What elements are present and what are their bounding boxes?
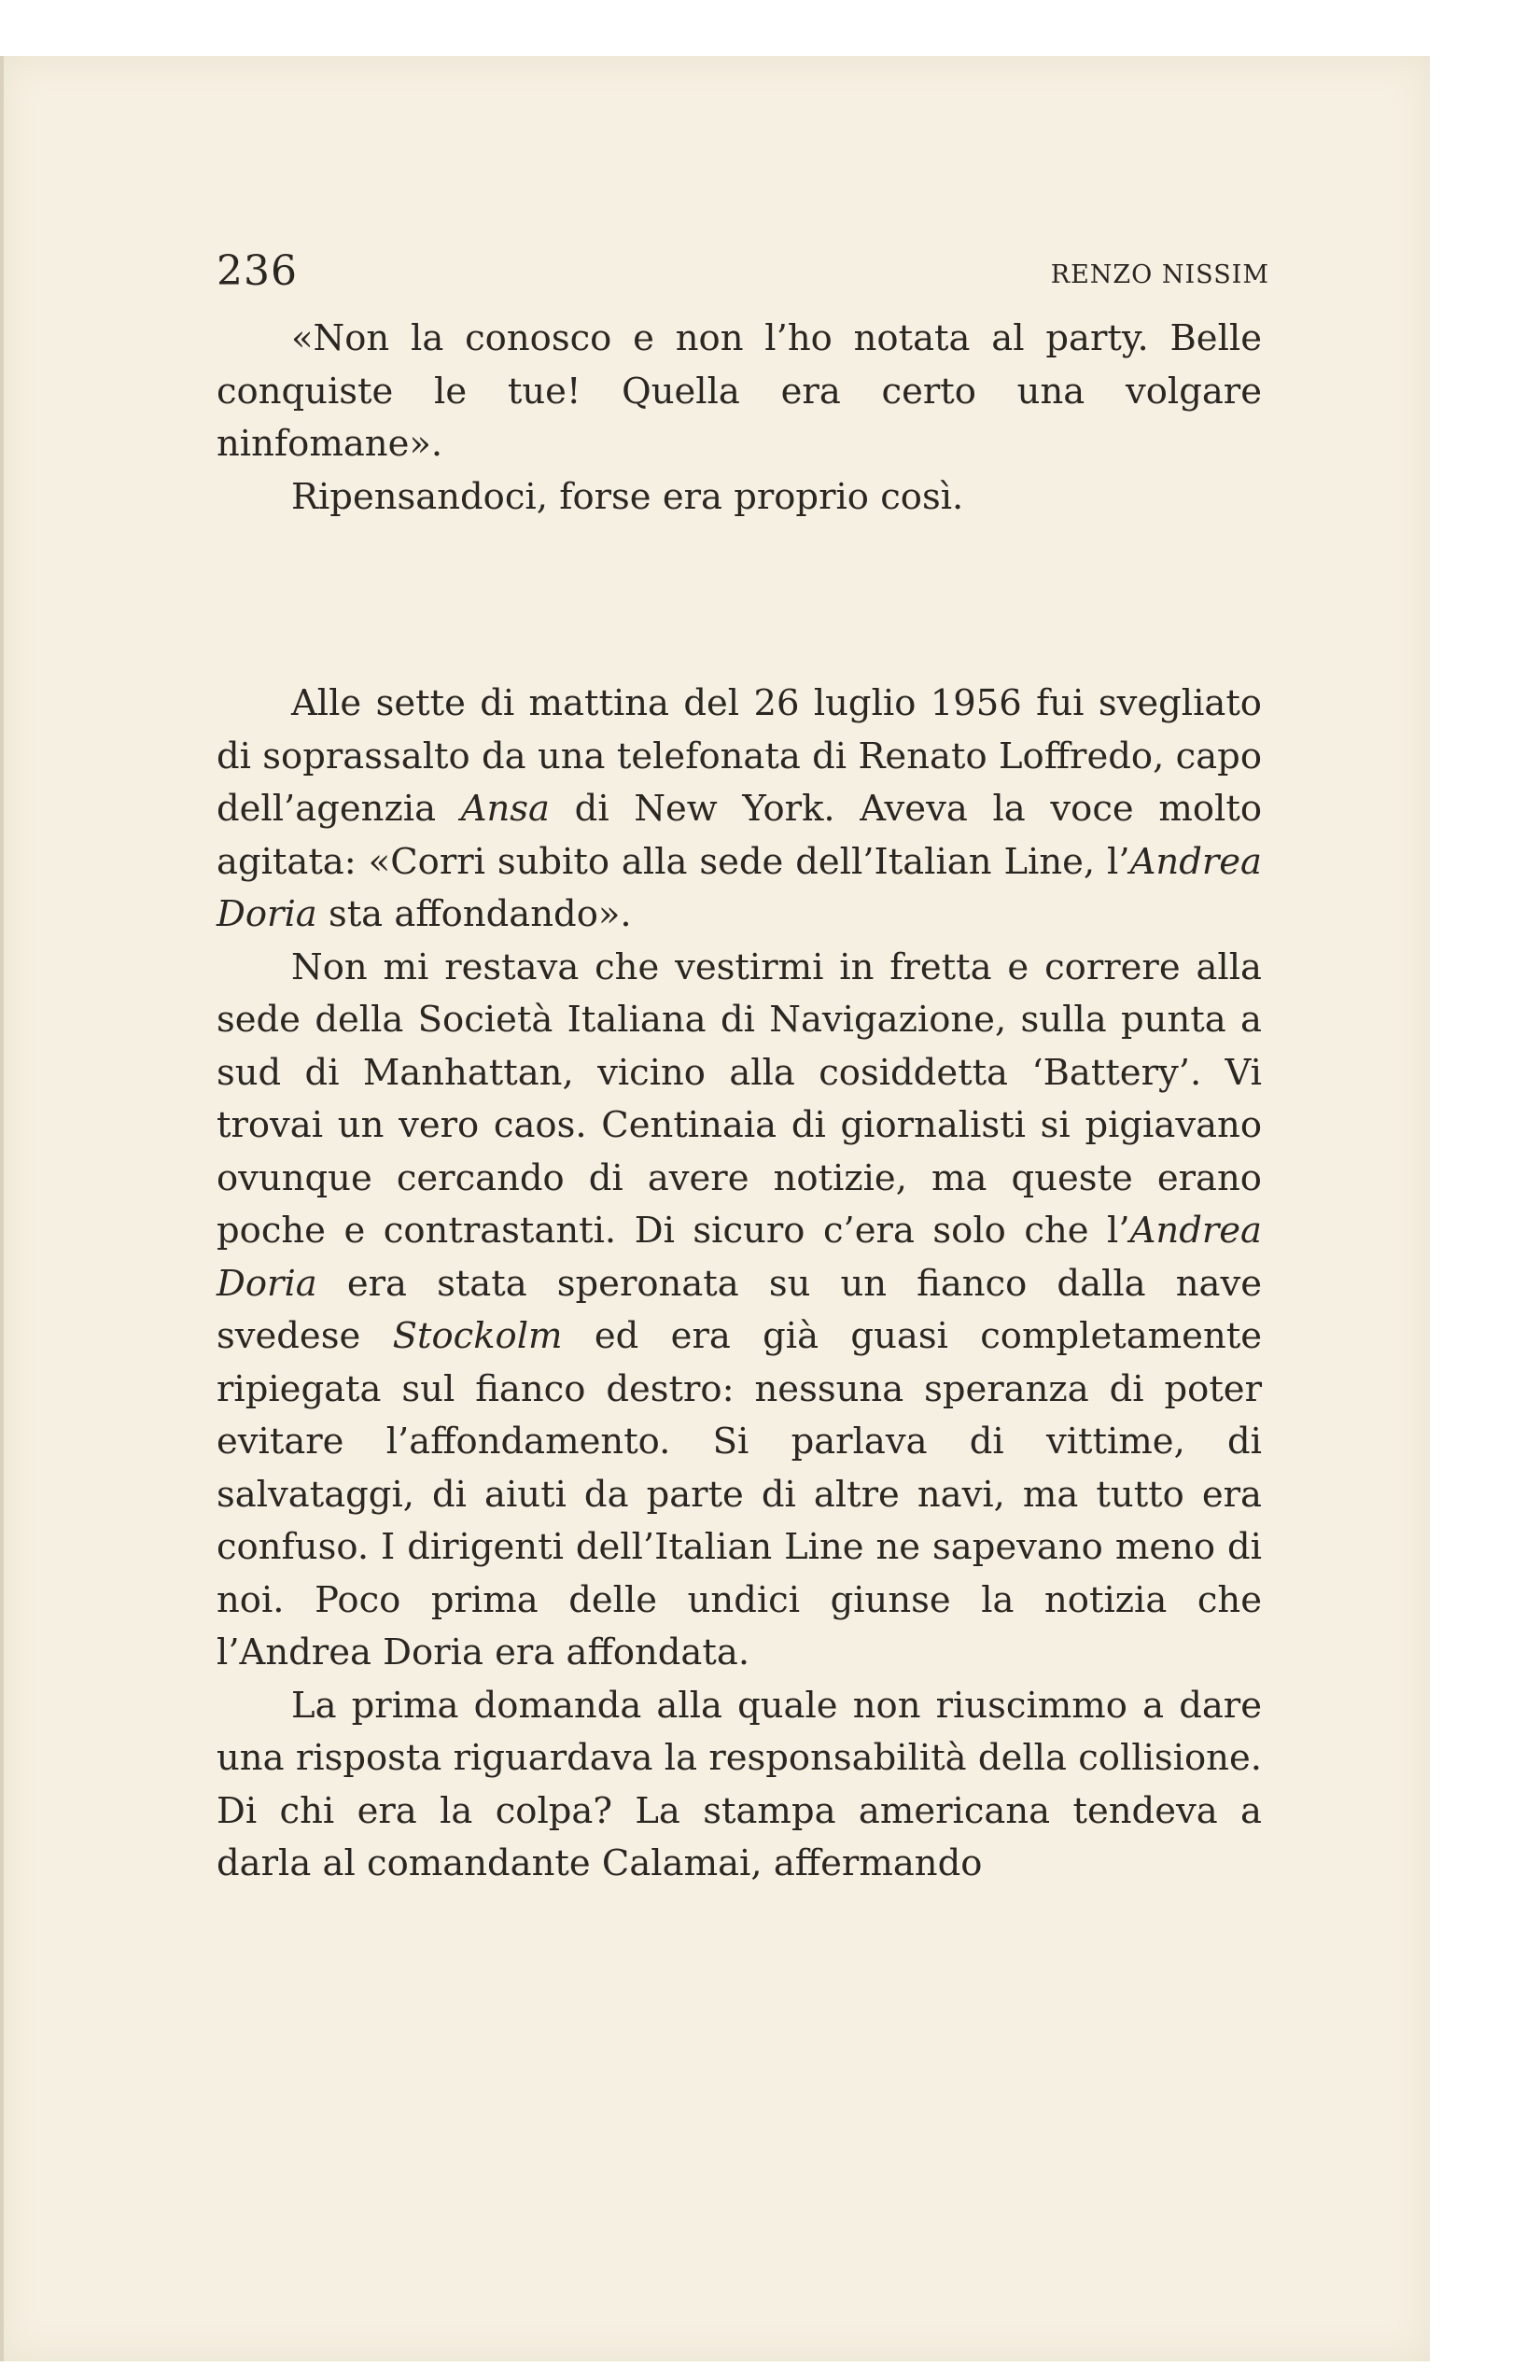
body-text (217, 313, 1262, 1891)
section-break (217, 524, 1262, 678)
page-edge (0, 56, 4, 2361)
paragraph-phone-call: Alle sette di mattina del 26 luglio 1956 fui svegliato di soprassalto da una telefonata di Renato Loffredo, capo dell’agenzia Ansa di New York. Aveva la voce molto agitata: «Corri subito alla sede dell’Italian Line, l’Andrea Doria sta affondando». (217, 682, 1262, 935)
running-head-author: RENZO NISSIM (1050, 260, 1269, 289)
book-page (217, 247, 1269, 1891)
paragraph-chaos: Non mi restava che vestirmi in fretta e correre alla sede della Società Italiana di Navigazione, sulla punta a sud di Manhattan, vicino alla cosiddetta ‘Battery’. Vi trovai un vero caos. Centinaia di giornalisti si pigiavano ovunque cercando di avere notizie, ma queste erano poche e contrastanti. Di sicuro c’era solo che l’Andrea Doria era stata speronata su un fianco dalla nave svedese Stockolm ed era già guasi completamente ripiegata sul fianco destro: nessuna speranza di poter evitare l’affondamento. Si parlava di vittime, di salvataggi, di aiuti da parte di altre navi, ma tutto era confuso. I dirigenti dell’Italian Line ne sapevano meno di noi. Poco prima delle undici giunse la notizia che l’Andrea Doria era affondata. (217, 945, 1262, 1673)
ship-name: Andrea Doria (217, 840, 1262, 935)
agency-name: Ansa (460, 788, 551, 830)
running-head (217, 247, 1269, 313)
paragraph-dialogue: «Non la conosco e non l’ho notata al party. Belle conquiste le tue! Quella era certo una volgare ninfomane». (217, 317, 1262, 465)
paragraph-responsibility: La prima domanda alla quale non riuscimmo a dare una risposta riguardava la responsabilità della collisione. Di chi era la colpa? La stampa americana tendeva a darla al comandante Calamai, affermando (217, 1684, 1262, 1884)
ship-name: Andrea Doria (217, 1210, 1262, 1305)
ship-name-stockolm: Stockolm (392, 1315, 563, 1357)
paragraph-reflection: Ripensandoci, forse era proprio così. (291, 475, 964, 518)
page-number: 236 (217, 247, 298, 295)
